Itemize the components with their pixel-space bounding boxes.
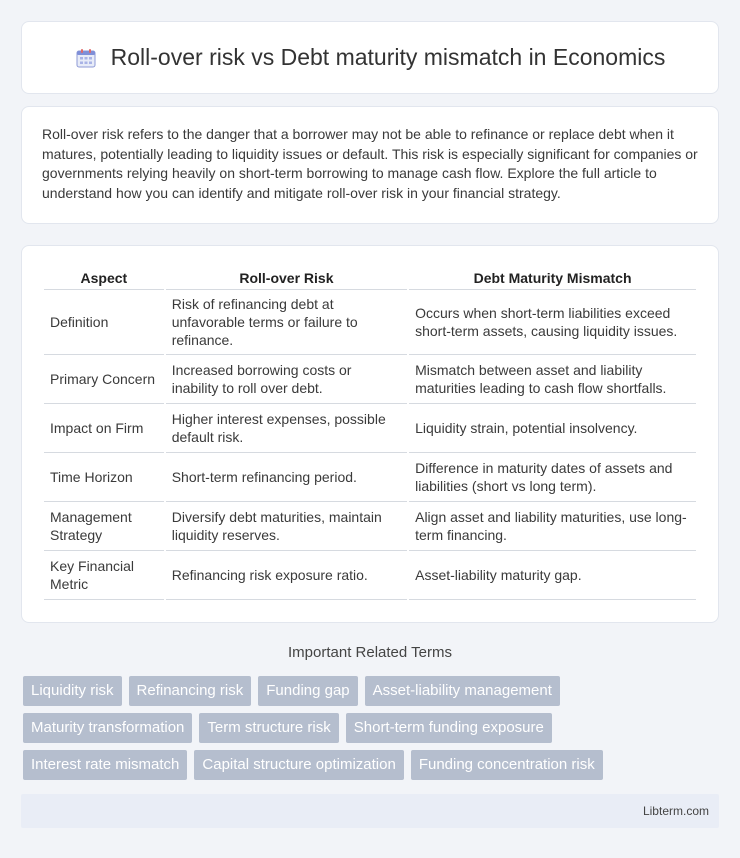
term-tag[interactable]: Maturity transformation — [23, 713, 192, 743]
mismatch-cell: Align asset and liability maturities, use long-term financing. — [409, 502, 696, 551]
term-tag[interactable]: Asset-liability management — [365, 676, 560, 706]
mismatch-cell: Asset-liability maturity gap. — [409, 551, 696, 600]
term-row — [23, 750, 723, 780]
footer-site-name[interactable]: Libterm.com — [642, 804, 709, 818]
aspect-cell: Impact on Firm — [44, 404, 164, 453]
term-tag[interactable]: Funding gap — [258, 676, 357, 706]
mismatch-cell: Liquidity strain, potential insolvency. — [409, 404, 696, 453]
related-terms — [23, 676, 723, 787]
column-header: Roll-over Risk — [166, 266, 407, 290]
table-row — [44, 404, 696, 453]
aspect-cell: Key Financial Metric — [44, 551, 164, 600]
table-row — [44, 290, 696, 355]
table-row — [44, 453, 696, 502]
term-tag[interactable]: Capital structure optimization — [194, 750, 403, 780]
aspect-cell: Management Strategy — [44, 502, 164, 551]
calendar-icon — [75, 47, 97, 69]
rollover-cell: Increased borrowing costs or inability to roll over debt. — [166, 355, 407, 404]
aspect-cell: Primary Concern — [44, 355, 164, 404]
rollover-cell: Refinancing risk exposure ratio. — [166, 551, 407, 600]
comparison-table-card — [21, 245, 719, 623]
term-row — [23, 713, 723, 743]
table-row — [44, 551, 696, 600]
term-tag[interactable]: Refinancing risk — [129, 676, 252, 706]
term-row — [23, 676, 723, 706]
header-card — [21, 21, 719, 94]
footer — [21, 794, 719, 828]
table-row — [44, 502, 696, 551]
intro-card — [21, 106, 719, 224]
table-header-row — [44, 266, 696, 290]
rollover-cell: Risk of refinancing debt at unfavorable terms or failure to refinance. — [166, 290, 407, 355]
aspect-cell: Definition — [44, 290, 164, 355]
page-title: Roll-over risk vs Debt maturity mismatch in Economics — [110, 44, 666, 70]
term-tag[interactable]: Term structure risk — [199, 713, 338, 743]
related-terms-title: Important Related Terms — [288, 644, 452, 661]
term-tag[interactable]: Interest rate mismatch — [23, 750, 187, 780]
term-tag[interactable]: Funding concentration risk — [411, 750, 603, 780]
rollover-cell: Diversify debt maturities, maintain liquidity reserves. — [166, 502, 407, 551]
column-header: Aspect — [44, 266, 164, 290]
term-tag[interactable]: Liquidity risk — [23, 676, 122, 706]
rollover-cell: Short-term refinancing period. — [166, 453, 407, 502]
term-tag[interactable]: Short-term funding exposure — [346, 713, 552, 743]
mismatch-cell: Difference in maturity dates of assets and liabilities (short vs long term). — [409, 453, 696, 502]
table-row — [44, 355, 696, 404]
aspect-cell: Time Horizon — [44, 453, 164, 502]
comparison-table — [42, 266, 698, 600]
rollover-cell: Higher interest expenses, possible default risk. — [166, 404, 407, 453]
column-header: Debt Maturity Mismatch — [409, 266, 696, 290]
mismatch-cell: Occurs when short-term liabilities exceed short-term assets, causing liquidity issues. — [409, 290, 696, 355]
mismatch-cell: Mismatch between asset and liability maturities leading to cash flow shortfalls. — [409, 355, 696, 404]
intro-text: Roll-over risk refers to the danger that a borrower may not be able to refinance or replace debt when it matures, potentially leading to liquidity issues or default. This risk is especially significant for companies or governments relying heavily on short-term borrowing to manage cash flow. Explore the full article to understand how you can identify and mitigate roll-over risk in your financial strategy. — [42, 126, 698, 201]
